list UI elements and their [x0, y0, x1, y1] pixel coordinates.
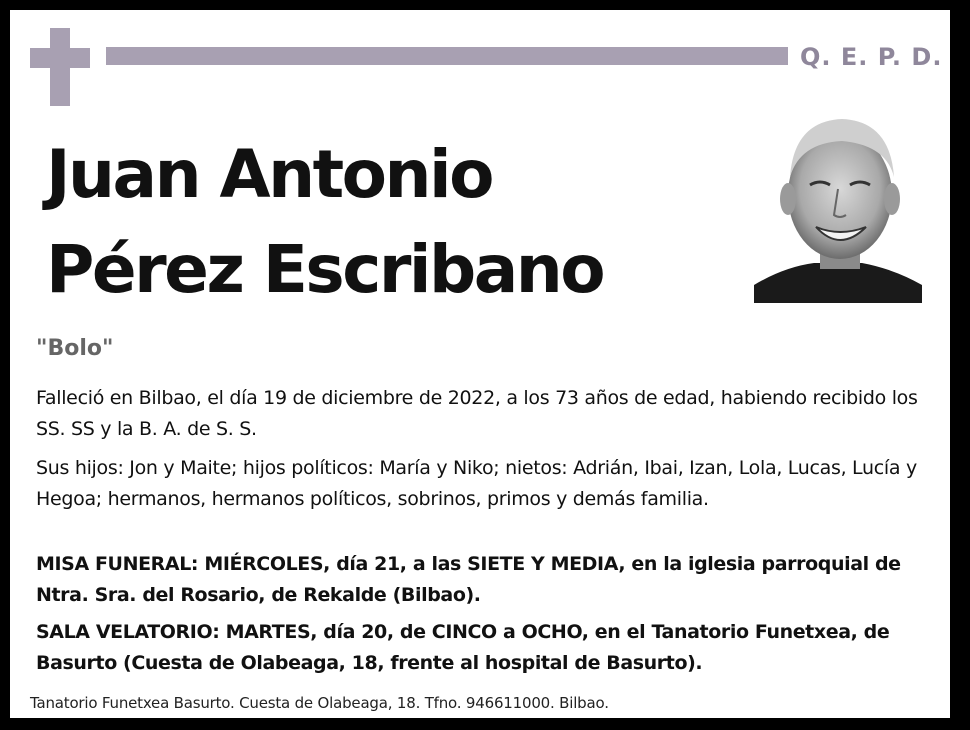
obituary-notice — [10, 10, 950, 718]
header-rule — [106, 47, 788, 65]
wake-text: SALA VELATORIO: MARTES, día 20, de CINCO a OCHO, en el Tanatorio Funetxea, de Basurto (Cuesta de Olabeaga, 18, frente al hospital de Basurto). — [36, 621, 890, 674]
death-notice-text: Falleció en Bilbao, el día 19 de diciembre de 2022, a los 73 años de edad, habiendo recibido los SS. SS y la B. A. de S. S. — [36, 387, 918, 440]
deceased-name-last: Pérez Escribano — [46, 231, 604, 308]
family-text: Sus hijos: Jon y Maite; hijos políticos: María y Niko; nietos: Adrián, Ibai, Izan, Lola, Lucas, Lucía y Hegoa; hermanos, hermanos políticos, sobrinos, primos y demás familia. — [36, 457, 917, 510]
portrait-image — [754, 107, 922, 303]
deceased-photo — [754, 107, 922, 303]
cross-icon-bar — [30, 48, 90, 68]
funeral-home-footer: Tanatorio Funetxea Basurto. Cuesta de Olabeaga, 18. Tfno. 946611000. Bilbao. — [30, 694, 609, 712]
qepd-label: Q. E. P. D. — [800, 43, 943, 71]
funeral-mass-text: MISA FUNERAL: MIÉRCOLES, día 21, a las SIETE Y MEDIA, en la iglesia parroquial de Ntra. Sra. del Rosario, de Rekalde (Bilbao). — [36, 553, 901, 606]
deceased-name-first: Juan Antonio — [46, 136, 492, 213]
deceased-nickname: "Bolo" — [36, 336, 114, 361]
